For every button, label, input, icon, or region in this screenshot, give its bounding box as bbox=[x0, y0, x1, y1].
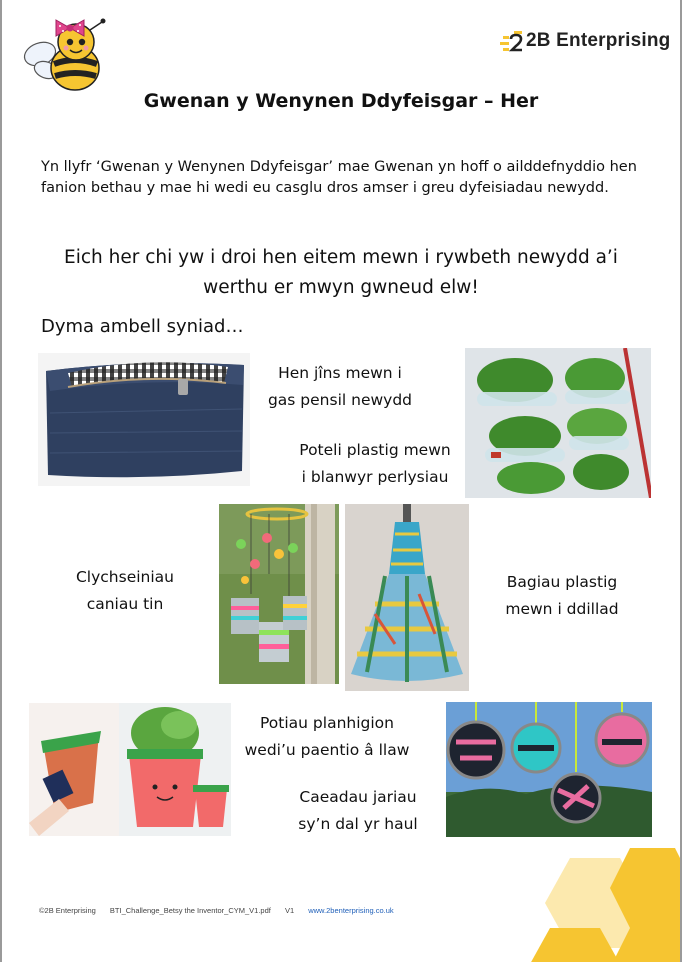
bee-mascot-icon bbox=[18, 12, 113, 94]
page-title: Gwenan y Wenynen Ddyfeisgar – Her bbox=[143, 90, 539, 112]
challenge-line-1: Eich her chi yw i droi hen eitem mewn i rywbeth newydd a’i bbox=[64, 247, 618, 268]
caption-bags-line-2: mewn i ddillad bbox=[505, 600, 619, 618]
logo-mark-icon bbox=[500, 29, 526, 53]
plastic-bag-dress-photo bbox=[345, 504, 469, 691]
caption-chimes-line-2: caniau tin bbox=[86, 595, 164, 613]
ideas-heading: Dyma ambell syniad… bbox=[41, 316, 244, 337]
caption-pots-line-2: wedi’u paentio â llaw bbox=[244, 741, 410, 759]
caption-pots-line-1: Potiau planhigion bbox=[260, 714, 394, 732]
bottle-planters-photo bbox=[465, 348, 651, 498]
caption-bottles bbox=[285, 437, 465, 491]
caption-bottles-line-1: Poteli plastig mewn bbox=[299, 441, 451, 459]
page-border-left bbox=[0, 0, 2, 962]
footer-copyright: ©2B Enterprising bbox=[39, 906, 96, 915]
caption-chimes bbox=[50, 564, 200, 618]
caption-bags-line-1: Bagiau plastig bbox=[506, 573, 618, 591]
painted-pots-photo bbox=[29, 703, 231, 836]
footer-version: V1 bbox=[284, 906, 295, 915]
challenge-statement bbox=[30, 243, 652, 303]
caption-jeans-line-2: gas pensil newydd bbox=[267, 391, 413, 409]
logo-text: 2B Enterprising bbox=[526, 30, 671, 51]
caption-chimes-line-1: Clychseiniau bbox=[75, 568, 175, 586]
denim-pencil-case-photo bbox=[38, 353, 250, 486]
caption-bags bbox=[482, 569, 642, 623]
caption-lids-line-2: sy’n dal yr haul bbox=[298, 815, 418, 833]
page-footer bbox=[39, 906, 406, 915]
intro-paragraph: Yn llyfr ‘Gwenan y Wenynen Ddyfeisgar’ mae Gwenan yn hoff o ailddefnyddio hen fanion bethau y mae hi wedi eu casglu dros amser i greu dyfeisiadau newydd. bbox=[41, 159, 637, 196]
caption-lids bbox=[273, 784, 443, 838]
footer-filename: BTI_Challenge_Betsy the Inventor_CYM_V1.pdf bbox=[109, 906, 271, 915]
caption-jeans-line-1: Hen jîns mewn i bbox=[278, 364, 402, 382]
caption-jeans bbox=[250, 360, 430, 414]
caption-bottles-line-2: i blanwyr perlysiau bbox=[301, 468, 449, 486]
caption-pots bbox=[232, 710, 422, 764]
company-logo bbox=[500, 28, 670, 54]
challenge-line-2: werthu er mwyn gwneud elw! bbox=[203, 277, 479, 298]
jar-lid-suncatchers-photo bbox=[446, 702, 652, 837]
tin-can-chimes-photo bbox=[219, 504, 339, 684]
footer-url[interactable]: www.2benterprising.co.uk bbox=[308, 906, 394, 915]
honeycomb-decoration-icon bbox=[510, 848, 680, 962]
caption-lids-line-1: Caeadau jariau bbox=[299, 788, 417, 806]
